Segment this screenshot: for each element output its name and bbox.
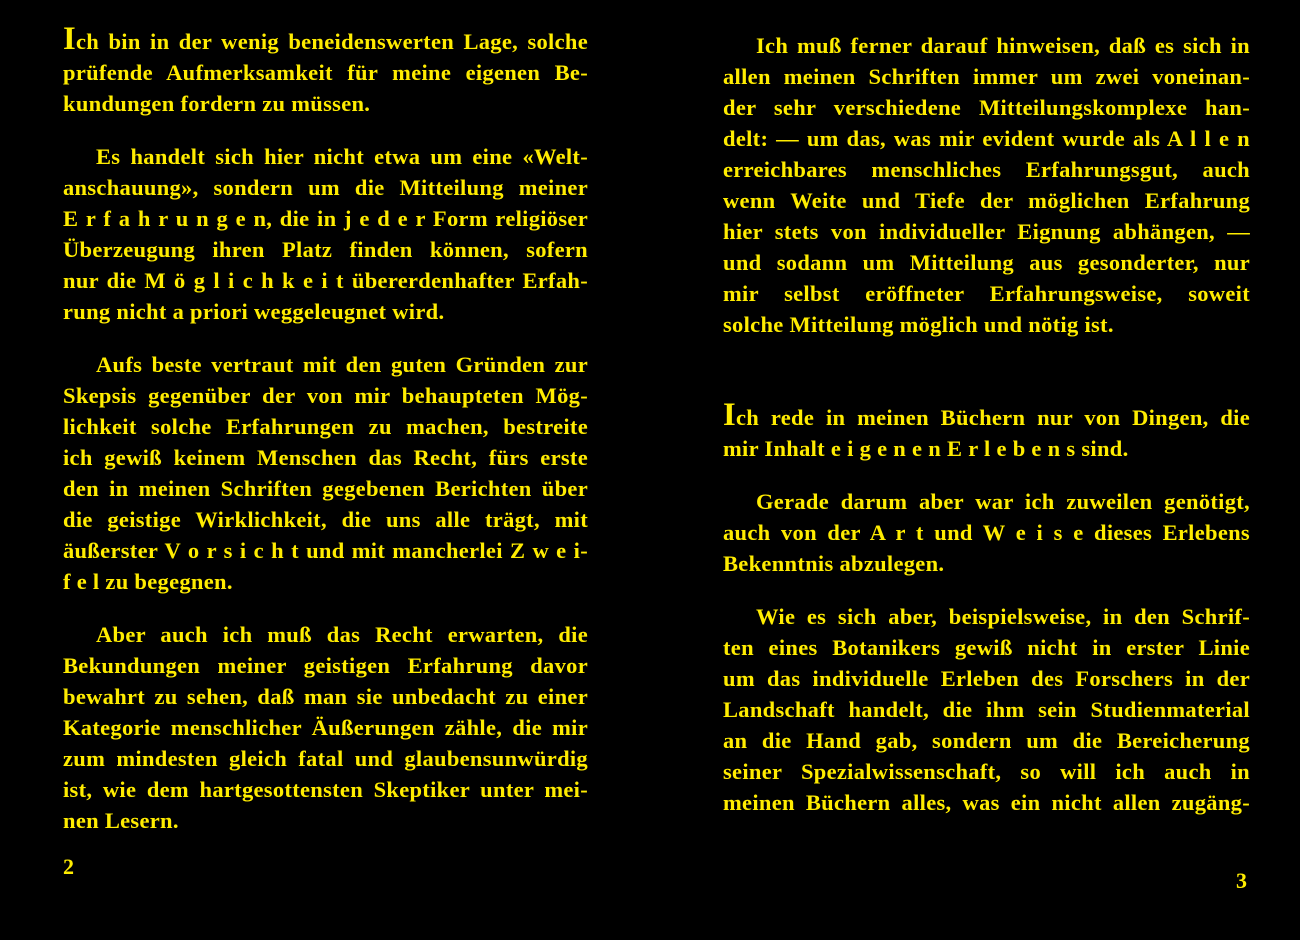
drop-cap-initial: I: [63, 21, 76, 57]
text-line: meinen Büchern alles, was ein nicht allen zugäng-: [723, 790, 1250, 815]
text-line: prüfende Aufmerksamkeit für meine eigenen Be-: [63, 60, 588, 85]
text-line: der sehr verschiedene Mitteilungskomplexe han-: [723, 95, 1250, 120]
text-line: und sodann um Mitteilung aus gesonderter, nur: [723, 250, 1250, 275]
text-line: ist, wie dem hartgesottensten Skeptiker unter mei-: [63, 777, 588, 802]
text-line: Ich muß ferner darauf hinweisen, daß es sich in: [756, 33, 1250, 58]
text-line: Es handelt sich hier nicht etwa um eine «Welt-: [96, 144, 588, 169]
paragraph: [63, 349, 588, 597]
text-line: an die Hand gab, sondern um die Bereicherung: [723, 728, 1250, 753]
text-line: mir selbst eröffneter Erfahrungsweise, soweit: [723, 281, 1250, 306]
text-line: Bekundungen meiner geistigen Erfahrung davor: [63, 653, 588, 678]
paragraph: [723, 397, 1250, 464]
page-right-text: [723, 30, 1250, 818]
paragraph: [63, 619, 588, 836]
text-line: nur die M ö g l i c h k e i t übererdenhafter Erfah-: [63, 268, 588, 293]
text-line: um das individuelle Erleben des Forschers in der: [723, 666, 1250, 691]
text-line: äußerster V o r s i c h t und mit mancherlei Z w e i-: [63, 538, 588, 563]
text-line: Wie es sich aber, beispielsweise, in den Schrif-: [756, 604, 1250, 629]
text-line: Überzeugung ihren Platz finden können, sofern: [63, 237, 588, 262]
drop-cap-initial: I: [723, 397, 736, 433]
paragraph: [723, 30, 1250, 340]
text-line: nen Lesern.: [63, 808, 179, 833]
text-line: E r f a h r u n g e n, die in j e d e r Form religiöser: [63, 206, 588, 231]
text-line: hier stets von individueller Eignung abhängen, —: [723, 219, 1250, 244]
page-left-text: [63, 21, 588, 836]
text-line: ich gewiß keinem Menschen das Recht, fürs erste: [63, 445, 588, 470]
page-number-right: 3: [1236, 868, 1247, 893]
text-line: Ich bin in der wenig beneidenswerten Lage, solche: [63, 21, 588, 57]
text-line: seiner Spezialwissenschaft, so will ich auch in: [723, 759, 1250, 784]
text-line: zum mindesten gleich fatal und glaubensunwürdig: [63, 746, 588, 771]
text-line: anschauung», sondern um die Mitteilung meiner: [63, 175, 588, 200]
text-line: den in meinen Schriften gegebenen Berichten über: [63, 476, 588, 501]
text-line: Kategorie menschlicher Äußerungen zähle, die mir: [63, 715, 588, 740]
text-line: Gerade darum aber war ich zuweilen genötigt,: [756, 489, 1250, 514]
text-line: Bekenntnis abzulegen.: [723, 551, 945, 576]
text-line: lichkeit solche Erfahrungen zu machen, bestreite: [63, 414, 588, 439]
paragraph: [723, 601, 1250, 818]
text-line: erreichbares menschliches Erfahrungsgut, auch: [723, 157, 1250, 182]
text-line: rung nicht a priori weggeleugnet wird.: [63, 299, 445, 324]
text-line: bewahrt zu sehen, daß man sie unbedacht zu einer: [63, 684, 588, 709]
text-line: f e l zu begegnen.: [63, 569, 233, 594]
text-line: wenn Weite und Tiefe der möglichen Erfahrung: [723, 188, 1250, 213]
text-line: kundungen fordern zu müssen.: [63, 91, 371, 116]
text-line: Aufs beste vertraut mit den guten Gründen zur: [96, 352, 588, 377]
text-line: auch von der A r t und W e i s e dieses Erlebens: [723, 520, 1250, 545]
text-line: Skepsis gegenüber der von mir behaupteten Mög-: [63, 383, 588, 408]
paragraph: [63, 141, 588, 327]
paragraph: [63, 21, 588, 119]
text-line: Aber auch ich muß das Recht erwarten, die: [96, 622, 588, 647]
text-line: mir Inhalt e i g e n e n E r l e b e n s sind.: [723, 436, 1129, 461]
text-line: ten eines Botanikers gewiß nicht in erster Linie: [723, 635, 1250, 660]
text-line: die geistige Wirklichkeit, die uns alle trägt, mit: [63, 507, 588, 532]
page-number-left: 2: [63, 854, 74, 879]
paragraph: [723, 486, 1250, 579]
text-line: allen meinen Schriften immer um zwei voneinan-: [723, 64, 1250, 89]
text-line: delt: — um das, was mir evident wurde als A l l e n: [723, 126, 1250, 151]
text-line: Landschaft handelt, die ihm sein Studienmaterial: [723, 697, 1250, 722]
text-line: Ich rede in meinen Büchern nur von Dingen, die: [723, 397, 1250, 433]
text-line: solche Mitteilung möglich und nötig ist.: [723, 312, 1114, 337]
